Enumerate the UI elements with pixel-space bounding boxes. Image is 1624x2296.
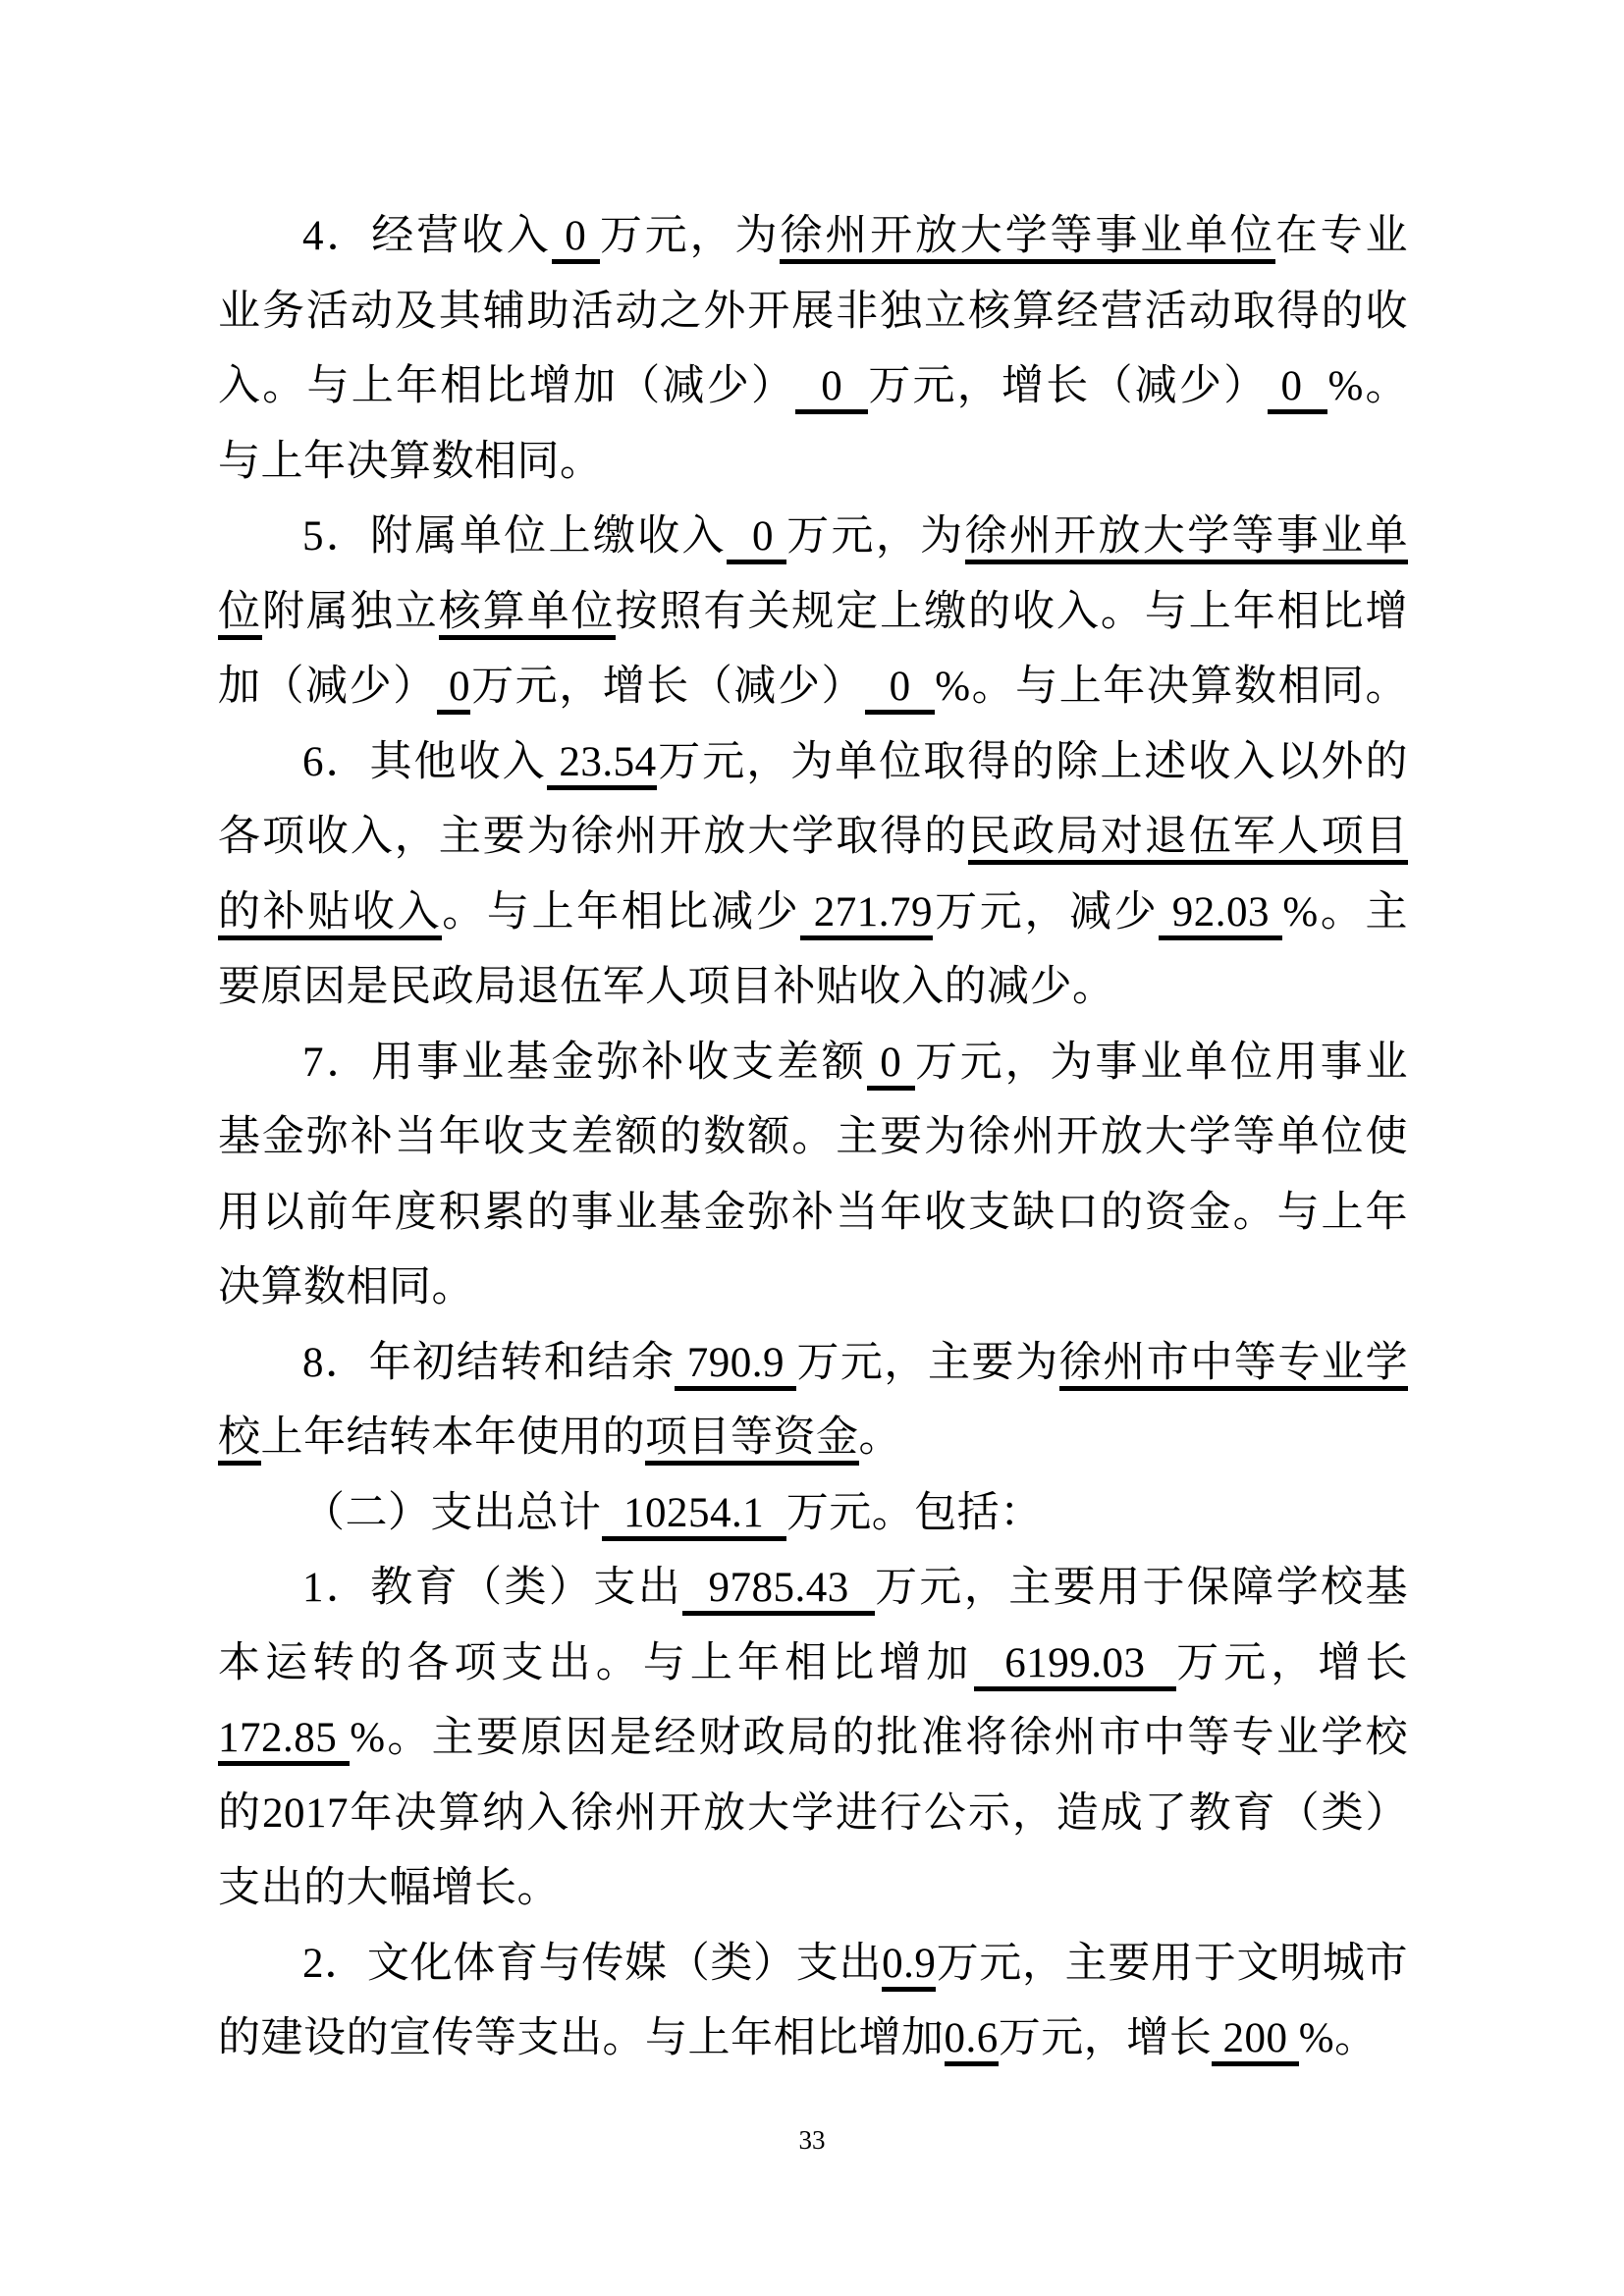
- text-run: 万元，主要用于保障学校基: [875, 1565, 1408, 1611]
- text-run: 万元，增长: [1176, 1639, 1408, 1686]
- text-run: 本运转的各项支出。与上年相比增加: [218, 1639, 974, 1686]
- text-line: [218, 1401, 1408, 1476]
- text-line: [218, 1701, 1408, 1777]
- underlined-text: 核算单位: [439, 589, 616, 640]
- text-line: [218, 1927, 1408, 2002]
- text-line: [218, 725, 1408, 801]
- paragraph: [218, 500, 1408, 725]
- text-line: [218, 349, 1408, 425]
- underlined-text: 0: [437, 664, 470, 715]
- text-run: 万元，为单位取得的除上述收入以外的: [656, 738, 1409, 785]
- text-run: 用以前年度积累的事业基金弥补当年收支缺口的资金。与上年: [218, 1189, 1408, 1236]
- underlined-text: 10254.1: [602, 1490, 786, 1541]
- underlined-text: 校: [218, 1415, 261, 1466]
- text-line: [218, 500, 1408, 575]
- underlined-text: 位: [218, 589, 262, 640]
- underlined-text: 徐州开放大学等事业单: [965, 513, 1409, 564]
- text-run: 1．教育（类）支出: [302, 1565, 683, 1611]
- text-run: 。: [858, 1415, 901, 1461]
- text-run: 入。与上年相比增加（减少）: [218, 363, 796, 409]
- document-body: [218, 199, 1408, 2077]
- text-run: 的2017年决算纳入徐州开放大学进行公示，造成了教育（类）: [218, 1789, 1408, 1837]
- text-run: 万元，为: [786, 513, 965, 560]
- text-run: 万元，减少: [933, 888, 1160, 935]
- text-line: [218, 1251, 1408, 1326]
- text-run: %。与上年决算数相同。: [935, 664, 1409, 710]
- text-line: [218, 1777, 1408, 1852]
- paragraph: [218, 1927, 1408, 2077]
- underlined-text: 项目等资金: [645, 1415, 859, 1466]
- page-number: 33: [798, 2125, 826, 2155]
- text-line: [218, 876, 1408, 951]
- underlined-text: 92.03: [1159, 889, 1282, 940]
- text-run: 决算数相同。: [218, 1264, 474, 1310]
- text-line: [218, 1100, 1408, 1176]
- text-run: %。主: [1282, 888, 1409, 935]
- text-line: [218, 275, 1408, 350]
- text-run: 5．附属单位上缴收入: [302, 513, 727, 560]
- text-run: 加（减少）: [218, 664, 437, 710]
- underlined-text: 0: [795, 363, 868, 414]
- underlined-text: 9785.43: [682, 1565, 875, 1616]
- text-line: [218, 1851, 1408, 1927]
- text-line: [218, 1627, 1408, 1702]
- underlined-text: 徐州市中等专业学: [1059, 1340, 1408, 1391]
- text-line: [218, 800, 1408, 876]
- text-run: 万元。包括：: [785, 1489, 1043, 1536]
- text-run: 在专业: [1274, 213, 1409, 259]
- text-run: 8．年初结转和结余: [302, 1339, 676, 1386]
- text-line: [218, 1476, 1408, 1552]
- text-run: 基金弥补当年收支差额的数额。主要为徐州开放大学等单位使: [218, 1114, 1408, 1160]
- paragraph: [218, 1476, 1408, 1552]
- underlined-text: 民政局对退伍军人项目: [968, 814, 1408, 865]
- text-run: %。: [1327, 363, 1409, 409]
- text-run: 万元，为: [599, 213, 781, 259]
- text-line: [218, 950, 1408, 1026]
- underlined-text: 271.79: [800, 889, 933, 940]
- underlined-text: 6199.03: [974, 1640, 1177, 1691]
- paragraph: [218, 1026, 1408, 1326]
- text-line: [218, 1326, 1408, 1402]
- text-line: [218, 2002, 1408, 2077]
- text-run: 2．文化体育与传媒（类）支出: [302, 1940, 883, 1987]
- underlined-text: 0: [867, 1040, 915, 1091]
- text-run: 支出的大幅增长。: [218, 1865, 560, 1911]
- text-run: 附属独立: [261, 588, 439, 635]
- text-line: [218, 650, 1408, 725]
- text-run: 4．经营收入: [302, 213, 552, 259]
- underlined-text: 0: [727, 513, 786, 564]
- text-run: 与上年决算数相同。: [218, 438, 603, 485]
- text-run: 业务活动及其辅助活动之外开展非独立核算经营活动取得的收: [218, 288, 1408, 335]
- underlined-text: 790.9: [675, 1340, 796, 1391]
- paragraph: [218, 1326, 1408, 1476]
- text-run: 的建设的宣传等支出。与上年相比增加: [218, 2015, 945, 2061]
- text-run: 万元，主要用于文明城市: [936, 1940, 1409, 1987]
- text-run: 万元，主要为: [796, 1339, 1059, 1386]
- text-run: 万元，增长（减少）: [470, 664, 866, 710]
- text-run: 万元，增长: [998, 2015, 1213, 2061]
- text-line: [218, 425, 1408, 501]
- underlined-text: 172.85: [218, 1715, 350, 1766]
- text-run: %。主要原因是经财政局的批准将徐州市中等专业学校: [350, 1715, 1408, 1761]
- paragraph: [218, 199, 1408, 500]
- text-run: 万元，为事业单位用事业: [914, 1039, 1409, 1086]
- underlined-text: 0: [865, 664, 935, 715]
- underlined-text: 0: [552, 213, 600, 264]
- text-run: 按照有关规定上缴的收入。与上年相比增: [615, 588, 1409, 635]
- underlined-text: 的补贴收入: [218, 889, 442, 940]
- text-run: 上年结转本年使用的: [260, 1415, 645, 1461]
- text-run: 万元，增长（减少）: [868, 363, 1269, 409]
- text-run: 。与上年相比减少: [442, 888, 801, 935]
- text-line: [218, 1026, 1408, 1101]
- underlined-text: 0.6: [945, 2015, 999, 2066]
- text-run: 各项收入，主要为徐州开放大学取得的: [218, 814, 969, 860]
- underlined-text: 200: [1212, 2015, 1299, 2066]
- text-run: %。: [1298, 2015, 1378, 2061]
- text-line: [218, 1551, 1408, 1627]
- underlined-text: 23.54: [547, 739, 657, 790]
- underlined-text: 0.9: [882, 1941, 936, 1992]
- text-line: [218, 1176, 1408, 1252]
- underlined-text: 徐州开放大学等事业单位: [780, 213, 1274, 264]
- text-run: 6．其他收入: [302, 738, 547, 785]
- text-line: [218, 575, 1408, 651]
- paragraph: [218, 1551, 1408, 1927]
- text-line: [218, 199, 1408, 275]
- text-run: （二）支出总计: [302, 1489, 602, 1536]
- text-run: 7．用事业基金弥补收支差额: [302, 1039, 867, 1086]
- underlined-text: 0: [1268, 363, 1327, 414]
- paragraph: [218, 725, 1408, 1026]
- text-run: 要原因是民政局退伍军人项目补贴收入的减少。: [218, 964, 1115, 1010]
